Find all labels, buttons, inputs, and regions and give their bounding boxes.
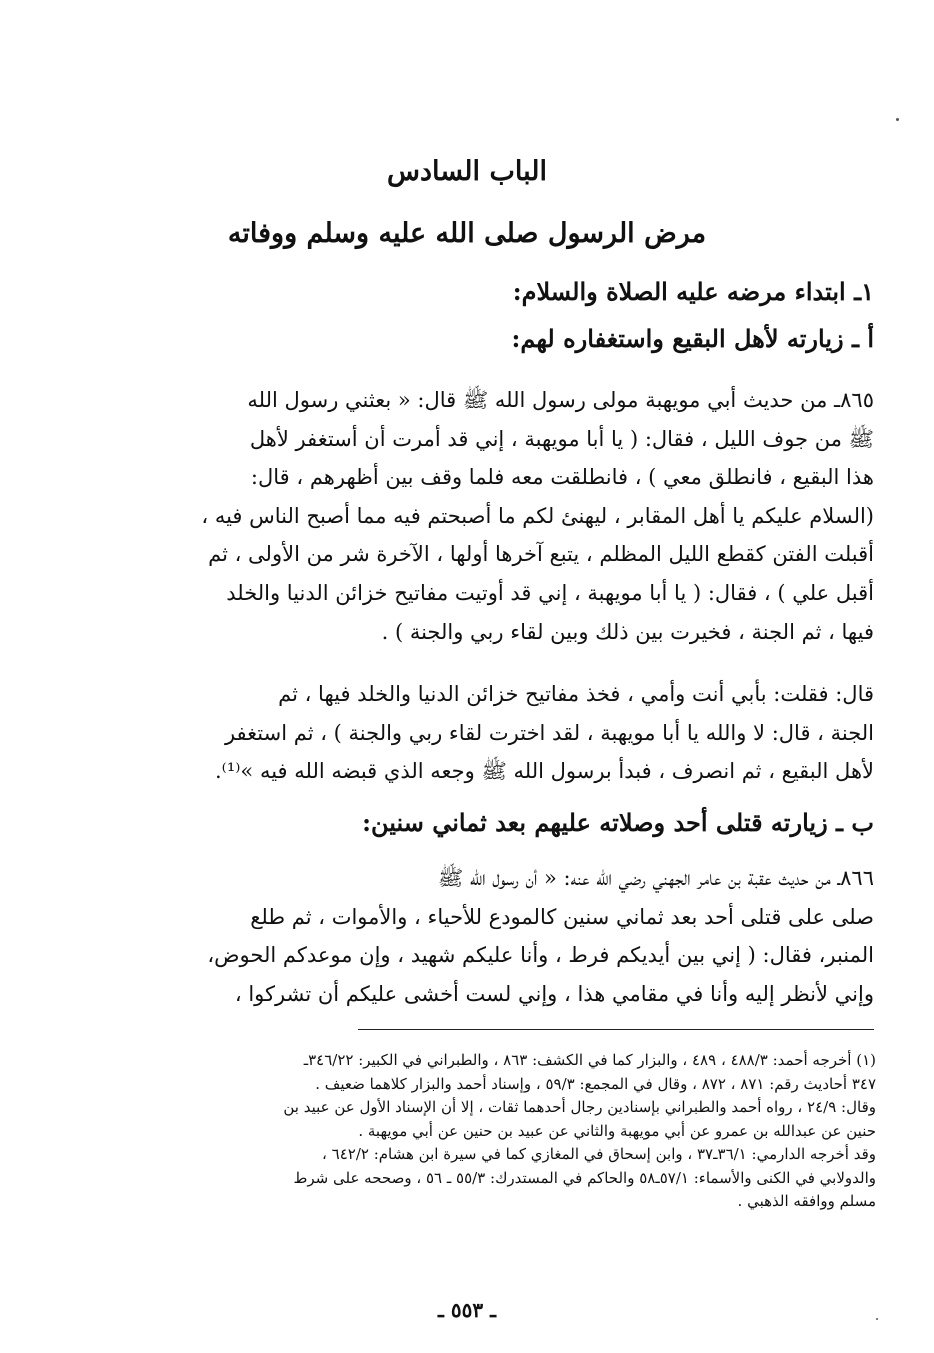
- main-title: مرض الرسول صلى الله عليه وسلم ووفاته: [227, 218, 707, 249]
- scan-speck: [896, 118, 899, 121]
- text-line: فيها ، ثم الجنة ، فخيرت بين ذلك وبين لقاء ربي والجنة ) .: [381, 619, 874, 644]
- hadith-866-paragraph: [64, 859, 874, 1014]
- text-line: ٨٦٥ـ من حديث أبي مويهبة مولى رسول الله ﷺ قال: « بعثني رسول الله: [247, 388, 874, 412]
- text-line: ﷺ من جوف الليل ، فقال: ( يا أبا مويهبة ، إني قد أمرت أن أستغفر لأهل: [249, 426, 874, 451]
- text-line: أقبل علي ) ، فقال: ( يا أبا مويهبة ، إني قد أوتيت مفاتيح خزائن الدنيا والخلد: [226, 580, 874, 605]
- section-heading-1: ١ـ ابتداء مرضه عليه الصلاة والسلام:: [512, 277, 874, 306]
- hadith-865-paragraph: [64, 381, 874, 653]
- section-heading-1a: أ ـ زيارته لأهل البقيع واستغفاره لهم:: [511, 324, 874, 353]
- chapter-title: الباب السادس: [387, 156, 547, 187]
- text-line: قال: فقلت: بأبي أنت وأمي ، فخذ مفاتيح خزائن الدنيا والخلد فيها ، ثم: [278, 682, 874, 706]
- footnote-line: ٣٤٧ أحاديث رقم: ٨٧١ ، ٨٧٢ ، وقال في المجمع: ٥٩/٣ ، وإسناد أحمد والبزار كلاهما ضعيف .: [315, 1074, 876, 1093]
- text-line: ٨٦٦ـ من حديث عقبة بن عامر الجهني رضي الله عنه: « أن رسول الله ﷺ: [437, 866, 874, 890]
- text-line: لأهل البقيع ، ثم انصرف ، فبدأ برسول الله ﷺ وجعه الذي قبضه الله فيه »⁽¹⁾.: [215, 759, 874, 784]
- text-line: أقبلت الفتن كقطع الليل المظلم ، يتبع آخرها أولها ، الآخرة شر من الأولى ، ثم: [208, 542, 874, 567]
- hadith-865-continuation: [64, 675, 874, 793]
- footnote-line: وقال: ٢٤/٩ ، رواه أحمد والطبراني بإسنادين رجال أحدهما ثقات ، إلا أن الإسناد الأول عن عبيد بن: [283, 1098, 876, 1116]
- footnote-divider: [358, 1029, 874, 1030]
- scan-speck: [876, 1318, 878, 1320]
- footnote-line: مسلم ووافقه الذهبي .: [737, 1192, 876, 1210]
- section-heading-1b: ب ـ زيارته قتلى أحد وصلاته عليهم بعد ثماني سنين:: [362, 808, 874, 837]
- text-line: وإني لأنظر إليه وأنا في مقامي هذا ، وإني لست أخشى عليكم أن تشركوا ،: [234, 981, 874, 1006]
- footnote-line: حنين عن عبدالله بن عمرو عن أبي مويهبة والثاني عن عبيد بن حنين عن أبي مويهبة .: [358, 1121, 876, 1140]
- text-line: (السلام عليكم يا أهل المقابر ، ليهنئ لكم ما أصبحتم فيه مما أصبح الناس فيه ،: [201, 503, 874, 528]
- footnotes: [64, 1049, 876, 1214]
- text-line: هذا البقيع ، فانطلق معي ) ، فانطلقت معه فلما وقف بين أظهرهم ، قال:: [250, 465, 874, 490]
- text-line: المنبر، فقال: ( إني بين أيديكم فرط ، وأنا عليكم شهيد ، وإن موعدكم الحوض،: [207, 943, 874, 968]
- text-line: صلى على قتلى أحد بعد ثماني سنين كالمودع للأحياء ، والأموات ، ثم طلع: [250, 904, 874, 929]
- footnote-line: والدولابي في الكنى والأسماء: ٥٧/١ـ٥٨ والحاكم في المستدرك: ٥٥/٣ ـ ٥٦ ، وصححه على شرط: [293, 1168, 876, 1187]
- footnote-line: وقد أخرجه الدارمي: ٣٦/١ـ٣٧ ، وابن إسحاق في المغازي كما في سيرة ابن هشام: ٦٤٢/٢ ،: [322, 1145, 876, 1163]
- footnote-line: (١) أخرجه أحمد: ٤٨٨/٣ ، ٤٨٩ ، والبزار كما في الكشف: ٨٦٣ ، والطبراني في الكبير: ٣٤٦/٢٢ـ: [303, 1051, 876, 1069]
- page-number: ـ ٥٥٣ ـ: [438, 1298, 496, 1322]
- text-line: الجنة ، قال: لا والله يا أبا مويهبة ، لقد اخترت لقاء ربي والجنة ) ، ثم استغفر: [224, 720, 874, 745]
